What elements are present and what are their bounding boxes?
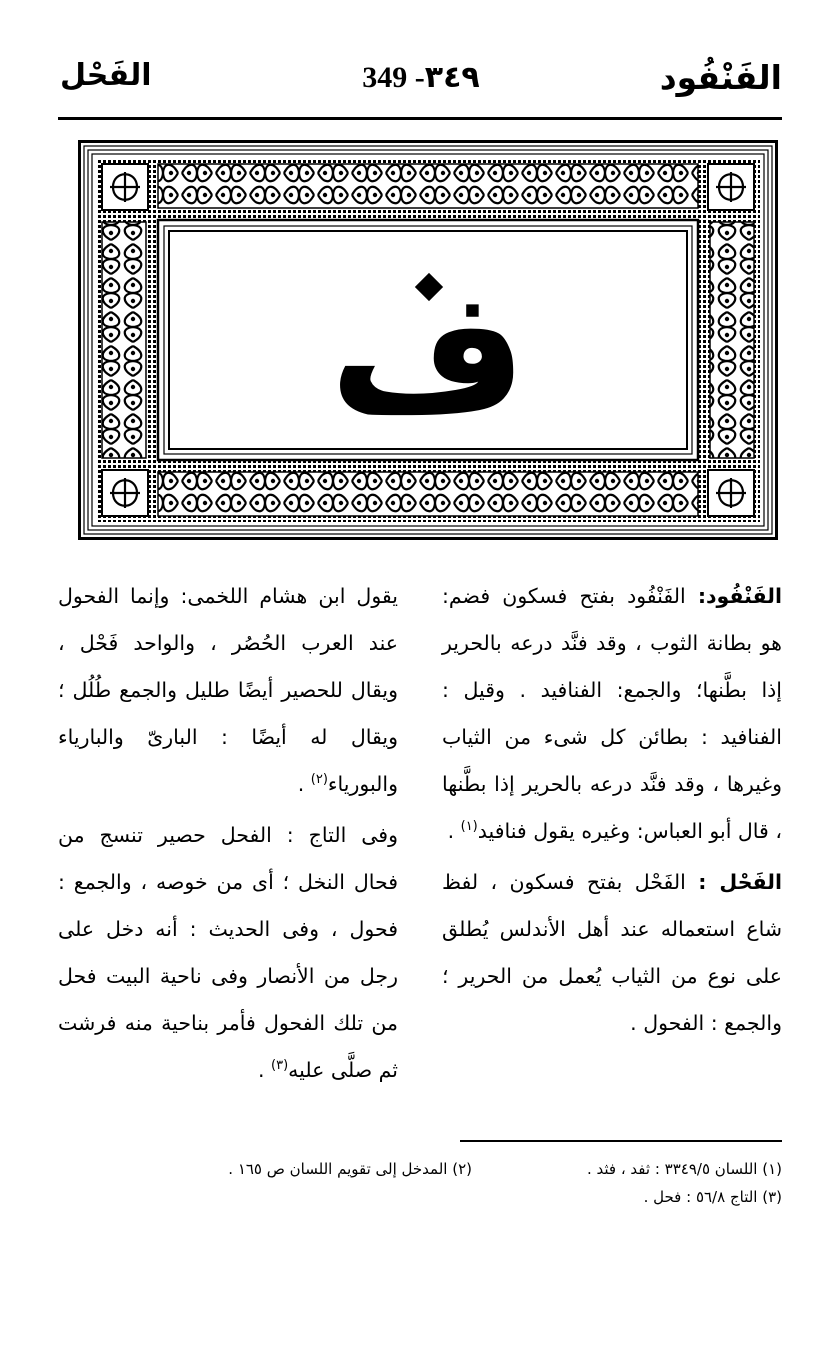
paragraph-taj <box>58 812 398 1094</box>
entry-text-fanfud: الفَنْفُود بفتح فسكون فضم: هو بطانة الثوب ، وقد فنَّد درعه بالحرير إذا بطَّنها؛ والجمع: الفنافيد . وقيل : الفنافيد : بطائن كل شىء من الثياب وغيرها ، وقد فنَّد درعه بالحرير إذا بطَّنها ، قال أبو العباس: وغيره يقول فنافيد <box>442 584 782 843</box>
page-number <box>60 60 782 95</box>
footnote-2: (٢) المدخل إلى تقويم اللسان ص ١٦٥ . <box>228 1160 472 1178</box>
page-header <box>60 58 782 108</box>
paragraph-ibn-hisham <box>58 573 398 808</box>
entry-end-fanfud: . <box>447 819 461 843</box>
header-right-word: الفَنْفُود <box>659 58 782 97</box>
ornamental-frame <box>78 140 778 540</box>
entry-fahl <box>442 859 782 1047</box>
footnote-ref-1: (١) <box>460 819 478 835</box>
page-number-latin: 349 <box>362 61 408 94</box>
entry-term-fahl: الفَحْل : <box>698 870 782 894</box>
header-rule <box>58 117 782 120</box>
paragraph-ibn-hisham-end: . <box>297 772 311 796</box>
ornament-letter: ف <box>329 254 527 452</box>
entry-term-fanfud: الفَنْفُود: <box>697 584 782 608</box>
footnote-ref-2: (٢) <box>310 772 328 788</box>
page-number-separator: - <box>414 61 425 94</box>
entry-text-fahl: الفَحْل بفتح فسكون ، لفظ شاع استعماله عند أهل الأندلس يُطلق على نوع من الثياب يُعمل من الحرير ؛ والجمع : الفحول . <box>442 870 782 1035</box>
paragraph-ibn-hisham-text: يقول ابن هشام اللخمى: وإنما الفحول عند العرب الحُصُر ، والواحد فَحْل ، ويقال للحصير أيضًا طليل والجمع طُلُل ؛ ويقال له أيضًا : البارىّ والبارياء والبورياء <box>58 584 398 796</box>
header-left-word: الفَحْل <box>60 58 152 93</box>
entry-fanfud <box>442 573 782 855</box>
footnote-rule <box>460 1140 782 1142</box>
paragraph-taj-end: . <box>257 1058 271 1082</box>
left-column <box>58 573 398 1094</box>
footnote-3: (٣) التاج ٥٦/٨ : فحل . <box>643 1188 782 1206</box>
footnote-ref-3: (٣) <box>271 1058 289 1074</box>
paragraph-taj-text: وفى التاج : الفحل حصير تنسج من فحال النخل ؛ أى من خوصه ، والجمع : فحول ، وفى الحديث : أنه دخل على رجل من الأنصار وفى ناحية البيت فحل من تلك الفحول فأمر بناحية منه فرشت ثم صلَّى عليه <box>58 823 398 1082</box>
right-column <box>442 573 782 1047</box>
footnote-1: (١) اللسان ٣٣٤٩/٥ : ثفد ، فثد . <box>586 1160 782 1178</box>
page-number-arabic: ٣٤٩ <box>424 60 480 95</box>
